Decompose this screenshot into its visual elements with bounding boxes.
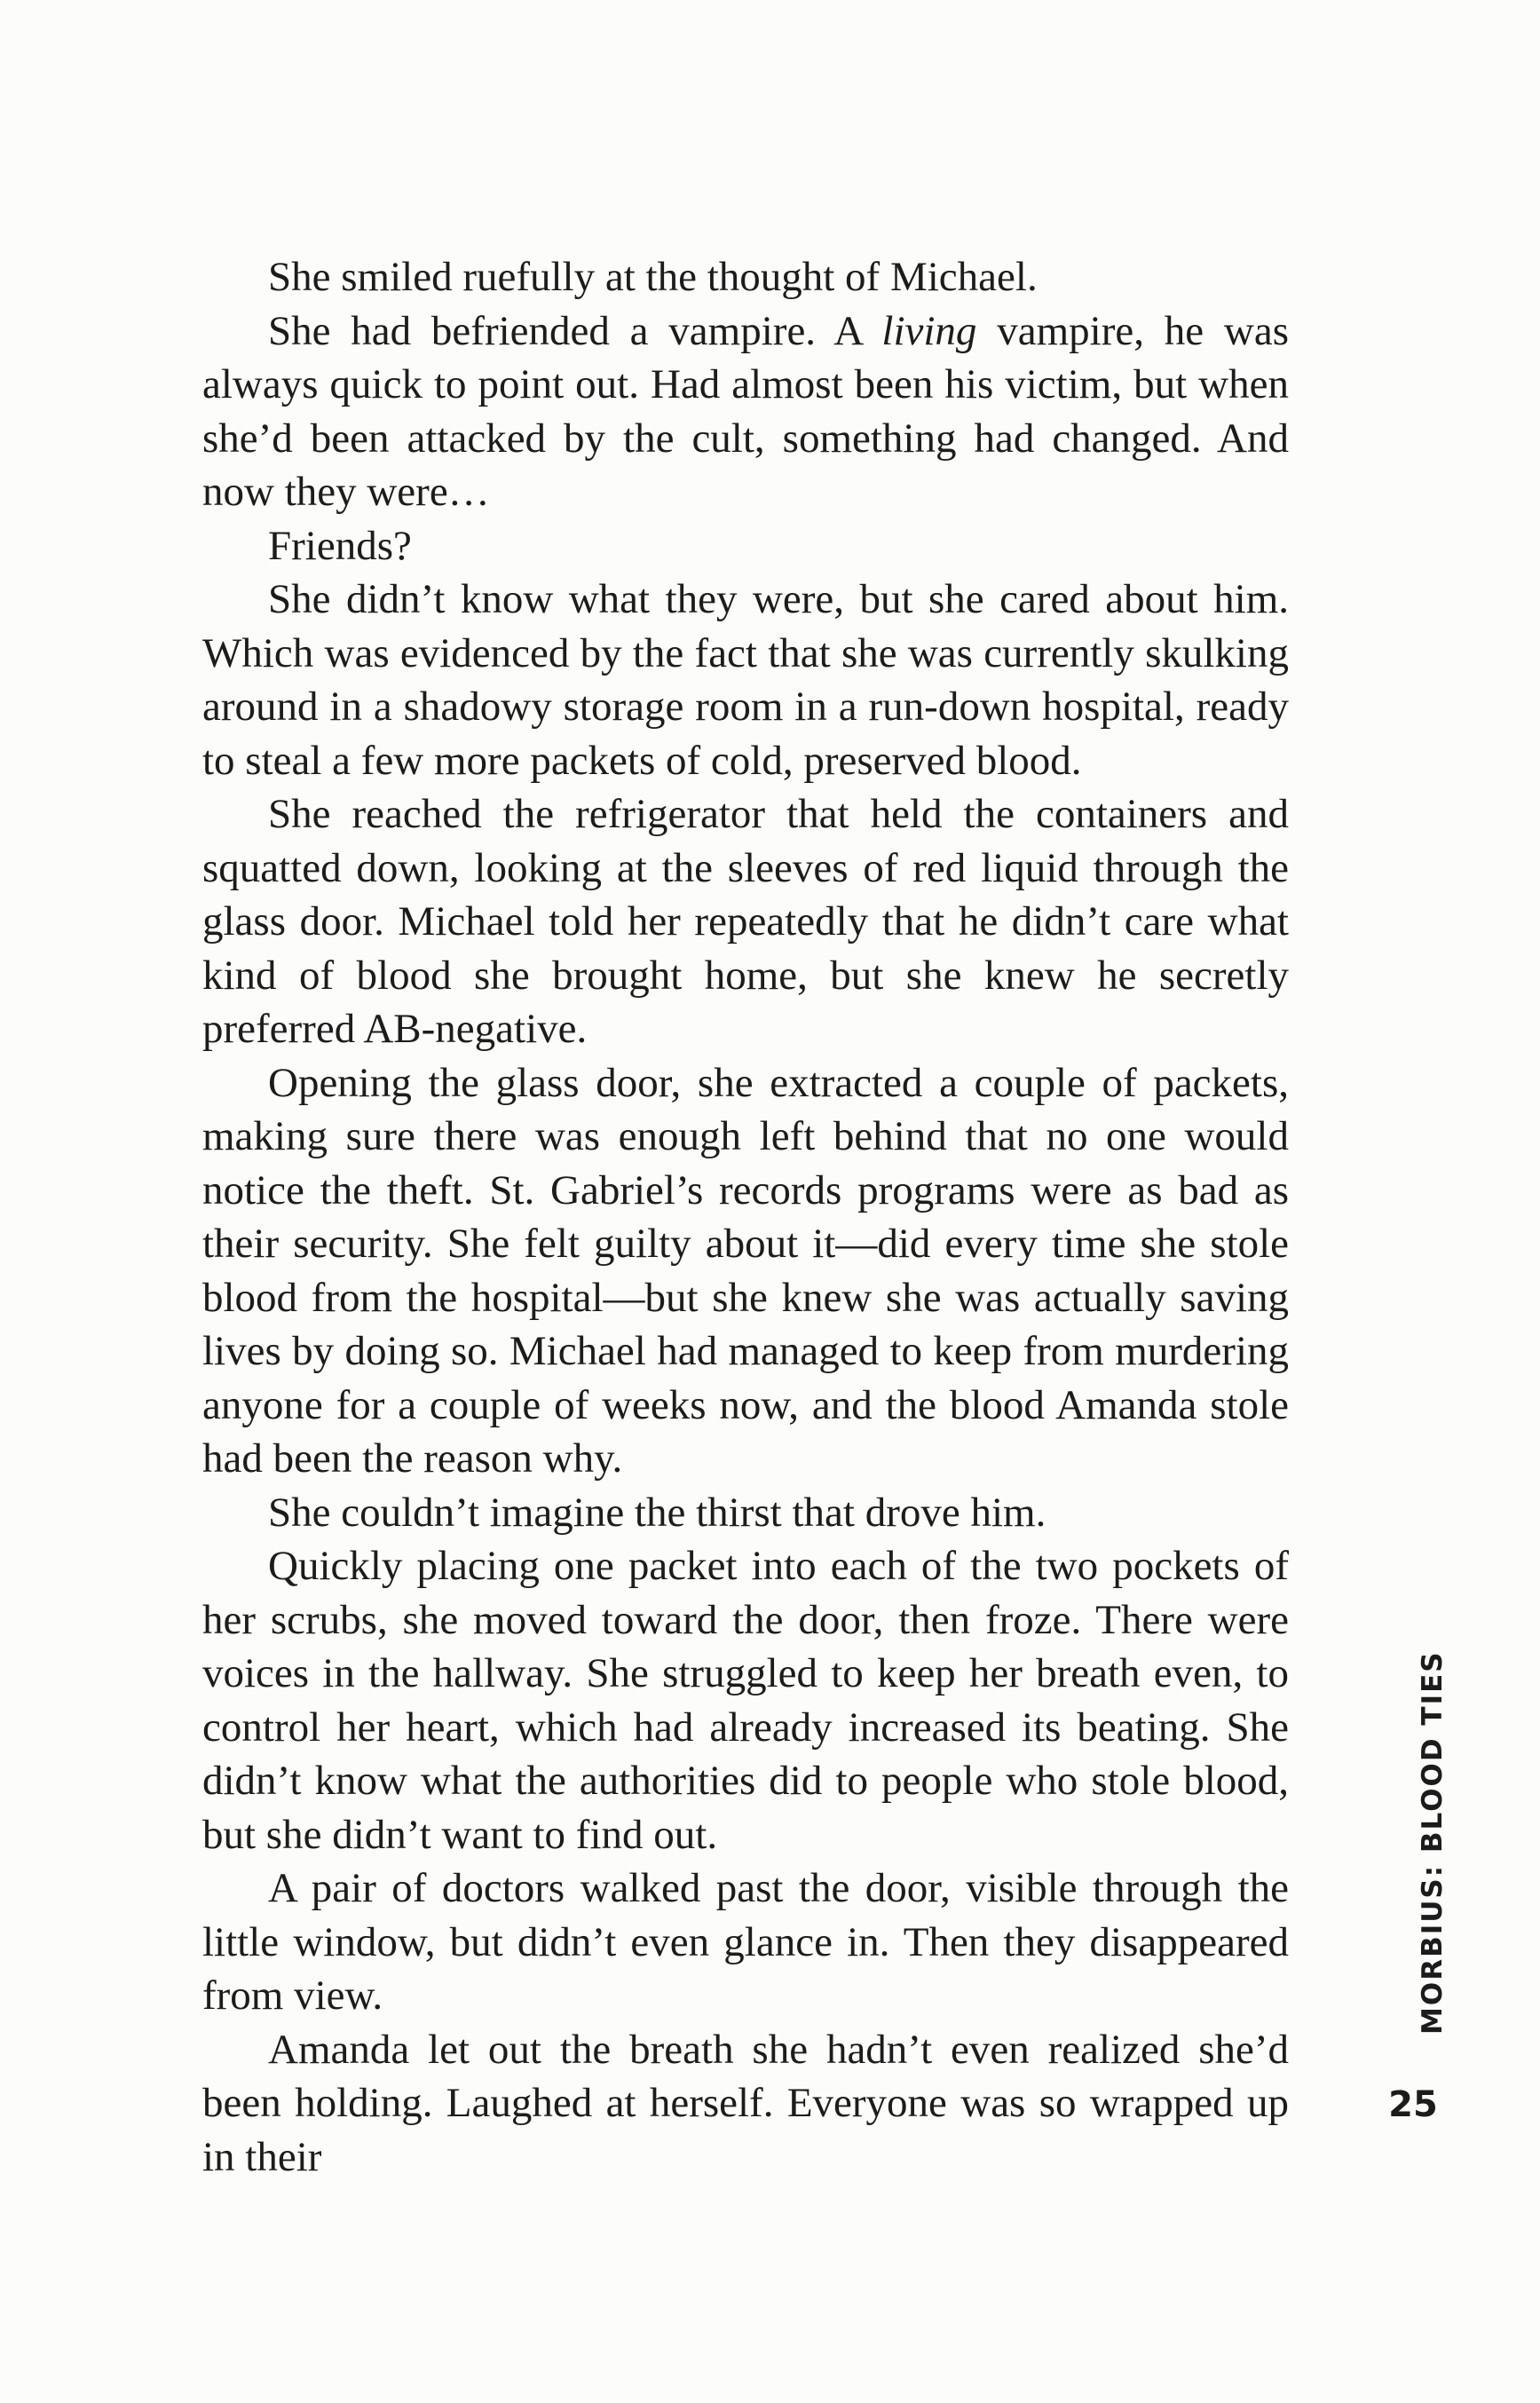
paragraph-5: She reached the refrigerator that held the containers and squatted down, looking at the sleeves of red liquid through the glass door. Michael told her repeatedly that he didn’t care what kind of blood she brought home, but she knew he secretly preferred AB-negative. — [202, 791, 1289, 1052]
paragraph-9: A pair of doctors walked past the door, visible through the little window, but didn’t even glance in. Then they disappeared from view. — [202, 1865, 1289, 2019]
paragraph-4: She didn’t know what they were, but she cared about him. Which was evidenced by the fact that she was currently skulking around in a shadowy storage room in a run-down hospital, ready to steal a few more packets of cold, preserved blood. — [202, 576, 1289, 784]
paragraph-2-end: vampire, he was always quick to point out. Had almost been his victim, but when she’d been attacked by the cult, something had changed. And now they were… — [202, 307, 1289, 515]
paragraph-2 — [202, 304, 1289, 519]
paragraph-6: Opening the glass door, she extracted a couple of packets, making sure there was enough left behind that no one would notice the theft. St. Gabriel’s records programs were as bad as their security. She felt guilty about it—did every time she stole blood from the hospital—but she knew she was actually saving lives by doing so. Michael had managed to keep from murdering anyone for a couple of weeks now, and the blood Amanda stole had been the reason why. — [202, 1059, 1289, 1482]
running-title: MORBIUS: BLOOD TIES — [1417, 1650, 1449, 2035]
body-text — [202, 250, 1289, 2184]
paragraph-7: She couldn’t imagine the thirst that drove him. — [268, 1489, 1046, 1536]
emphasis-living: living — [881, 307, 977, 354]
page-number: 25 — [1388, 2084, 1438, 2125]
paragraph-3: Friends? — [268, 522, 412, 569]
paragraph-2-start: She had befriended a vampire. A — [268, 307, 882, 354]
paragraph-8: Quickly placing one packet into each of the two pockets of her scrubs, she moved toward the door, then froze. There were voices in the hallway. She struggled to keep her breath even, to control her heart, which had already increased its beating. She didn’t know what the authorities did to people who stole blood, but she didn’t want to find out. — [202, 1543, 1289, 1858]
paragraph-10: Amanda let out the breath she hadn’t even realized she’d been holding. Laughed at herself. Everyone was so wrapped up in their — [202, 2026, 1289, 2180]
paragraph-1: She smiled ruefully at the thought of Michael. — [268, 254, 1038, 300]
